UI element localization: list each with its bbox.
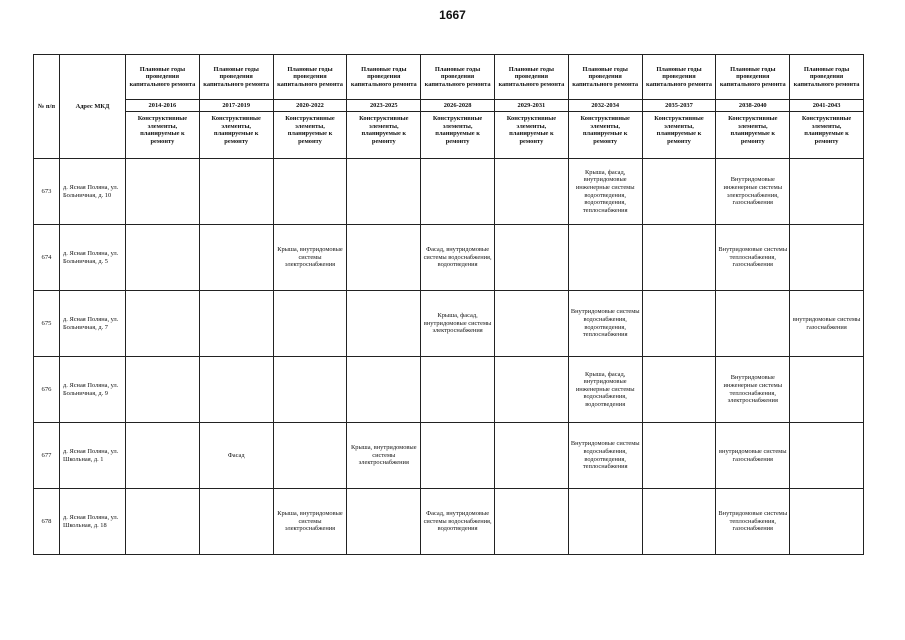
repair-cell-2038-2040: Внутридомовые системы теплоснабжения, газоснабжения [716,225,790,291]
table-row [34,357,864,423]
repair-cell-2035-2037 [642,489,716,555]
repair-cell-2023-2025 [347,225,421,291]
header-elements: Конструктивные элементы, планируемые к ремонту [568,112,642,159]
repair-cell-2026-2028 [421,357,495,423]
repair-cell-2041-2043 [790,225,864,291]
repair-cell-2038-2040: Внутридомовые системы теплоснабжения, газоснабжения [716,489,790,555]
repair-cell-2014-2016 [126,291,200,357]
repair-cell-2020-2022: Крыша, внутридомовые системы электроснабжения [273,225,347,291]
header-row-periods [34,100,864,112]
header-planned-years: Плановые годы проведения капитального ремонта [199,55,273,100]
table-row [34,423,864,489]
repair-cell-2041-2043 [790,357,864,423]
repair-cell-2020-2022: Крыша, внутридомовые системы электроснабжения [273,489,347,555]
repair-cell-2023-2025 [347,291,421,357]
repair-cell-2020-2022 [273,159,347,225]
repair-cell-2035-2037 [642,357,716,423]
repair-cell-2032-2034: Внутридомовые системы водоснабжения, водоотведения, теплоснабжения [568,423,642,489]
repair-cell-2035-2037 [642,159,716,225]
header-period-2035-2037: 2035-2037 [642,100,716,112]
header-period-2020-2022: 2020-2022 [273,100,347,112]
repair-cell-2029-2031 [494,159,568,225]
repair-cell-2014-2016 [126,225,200,291]
header-planned-years: Плановые годы проведения капитального ремонта [642,55,716,100]
repair-cell-2017-2019 [199,159,273,225]
table-row [34,159,864,225]
repair-cell-2041-2043 [790,423,864,489]
repair-cell-2026-2028: Крыша, фасад, внутридомовые системы электроснабжения [421,291,495,357]
repair-cell-2029-2031 [494,489,568,555]
repair-cell-2038-2040 [716,291,790,357]
row-number: 674 [34,225,60,291]
repair-cell-2035-2037 [642,423,716,489]
header-elements: Конструктивные элементы, планируемые к ремонту [273,112,347,159]
header-period-2026-2028: 2026-2028 [421,100,495,112]
repair-cell-2029-2031 [494,291,568,357]
header-elements: Конструктивные элементы, планируемые к ремонту [642,112,716,159]
header-elements: Конструктивные элементы, планируемые к ремонту [126,112,200,159]
repair-cell-2029-2031 [494,423,568,489]
repair-cell-2032-2034: Крыша, фасад, внутридомовые инженерные системы водоснабжения, водоотведения [568,357,642,423]
row-address: д. Ясная Поляна, ул. Больничная, д. 9 [60,357,126,423]
repair-cell-2017-2019 [199,357,273,423]
header-period-2038-2040: 2038-2040 [716,100,790,112]
repair-cell-2029-2031 [494,225,568,291]
repair-cell-2032-2034 [568,489,642,555]
repair-cell-2026-2028 [421,159,495,225]
page-number: 1667 [439,8,466,22]
repair-cell-2023-2025 [347,357,421,423]
header-elements: Конструктивные элементы, планируемые к ремонту [347,112,421,159]
header-period-2029-2031: 2029-2031 [494,100,568,112]
header-elements: Конструктивные элементы, планируемые к ремонту [494,112,568,159]
header-planned-years: Плановые годы проведения капитального ремонта [347,55,421,100]
row-address: д. Ясная Поляна, ул. Школьная, д. 1 [60,423,126,489]
repair-cell-2026-2028 [421,423,495,489]
repair-cell-2038-2040: внутридомовые системы газоснабжения [716,423,790,489]
table-row [34,489,864,555]
header-period-2017-2019: 2017-2019 [199,100,273,112]
row-address: д. Ясная Поляна, ул. Больничная, д. 7 [60,291,126,357]
repair-cell-2017-2019: Фасад [199,423,273,489]
header-planned-years: Плановые годы проведения капитального ремонта [716,55,790,100]
row-address: д. Ясная Поляна, ул. Школьная, д. 18 [60,489,126,555]
header-address: Адрес МКД [60,55,126,159]
table-body [34,159,864,555]
header-planned-years: Плановые годы проведения капитального ремонта [273,55,347,100]
header-elements: Конструктивные элементы, планируемые к ремонту [199,112,273,159]
repair-cell-2017-2019 [199,225,273,291]
repair-cell-2038-2040: Внутридомовые инженерные системы теплоснабжения, электроснабжения [716,357,790,423]
repair-cell-2035-2037 [642,225,716,291]
header-elements: Конструктивные элементы, планируемые к ремонту [716,112,790,159]
repair-cell-2014-2016 [126,489,200,555]
header-planned-years: Плановые годы проведения капитального ремонта [790,55,864,100]
header-period-2023-2025: 2023-2025 [347,100,421,112]
repair-cell-2026-2028: Фасад, внутридомовые системы водоснабжения, водоотведения [421,489,495,555]
header-row-years [34,55,864,100]
repair-cell-2023-2025 [347,489,421,555]
row-number: 678 [34,489,60,555]
row-number: 676 [34,357,60,423]
repair-cell-2032-2034: Внутридомовые системы водоснабжения, водоотведения, теплоснабжения [568,291,642,357]
table-row [34,291,864,357]
header-period-2032-2034: 2032-2034 [568,100,642,112]
repair-cell-2020-2022 [273,291,347,357]
repair-cell-2017-2019 [199,489,273,555]
repair-cell-2041-2043 [790,159,864,225]
repair-cell-2014-2016 [126,357,200,423]
row-address: д. Ясная Поляна, ул. Больничная, д. 10 [60,159,126,225]
row-number: 677 [34,423,60,489]
header-num: № п/п [34,55,60,159]
repair-cell-2014-2016 [126,423,200,489]
repair-cell-2032-2034 [568,225,642,291]
repair-cell-2038-2040: Внутридомовые инженерные системы электроснабжения, газоснабжения [716,159,790,225]
repair-cell-2029-2031 [494,357,568,423]
header-planned-years: Плановые годы проведения капитального ремонта [126,55,200,100]
repair-cell-2017-2019 [199,291,273,357]
header-period-2014-2016: 2014-2016 [126,100,200,112]
header-period-2041-2043: 2041-2043 [790,100,864,112]
header-elements: Конструктивные элементы, планируемые к ремонту [790,112,864,159]
row-address: д. Ясная Поляна, ул. Больничная, д. 5 [60,225,126,291]
repair-cell-2020-2022 [273,423,347,489]
header-planned-years: Плановые годы проведения капитального ремонта [568,55,642,100]
repair-cell-2041-2043 [790,489,864,555]
repair-cell-2023-2025 [347,159,421,225]
header-elements: Конструктивные элементы, планируемые к ремонту [421,112,495,159]
row-number: 675 [34,291,60,357]
row-number: 673 [34,159,60,225]
capital-repair-table [33,54,864,555]
header-planned-years: Плановые годы проведения капитального ремонта [494,55,568,100]
header-planned-years: Плановые годы проведения капитального ремонта [421,55,495,100]
repair-cell-2026-2028: Фасад, внутридомовые системы водоснабжения, водоотведения [421,225,495,291]
table-row [34,225,864,291]
header-row-elements [34,112,864,159]
repair-cell-2041-2043: внутридомовые системы газоснабжения [790,291,864,357]
repair-cell-2035-2037 [642,291,716,357]
repair-cell-2014-2016 [126,159,200,225]
repair-cell-2023-2025: Крыша, внутридомовые системы электроснабжения [347,423,421,489]
repair-cell-2032-2034: Крыша, фасад, внутридомовые инженерные системы водоотведения, водоотведения, теплоснабжения [568,159,642,225]
repair-cell-2020-2022 [273,357,347,423]
